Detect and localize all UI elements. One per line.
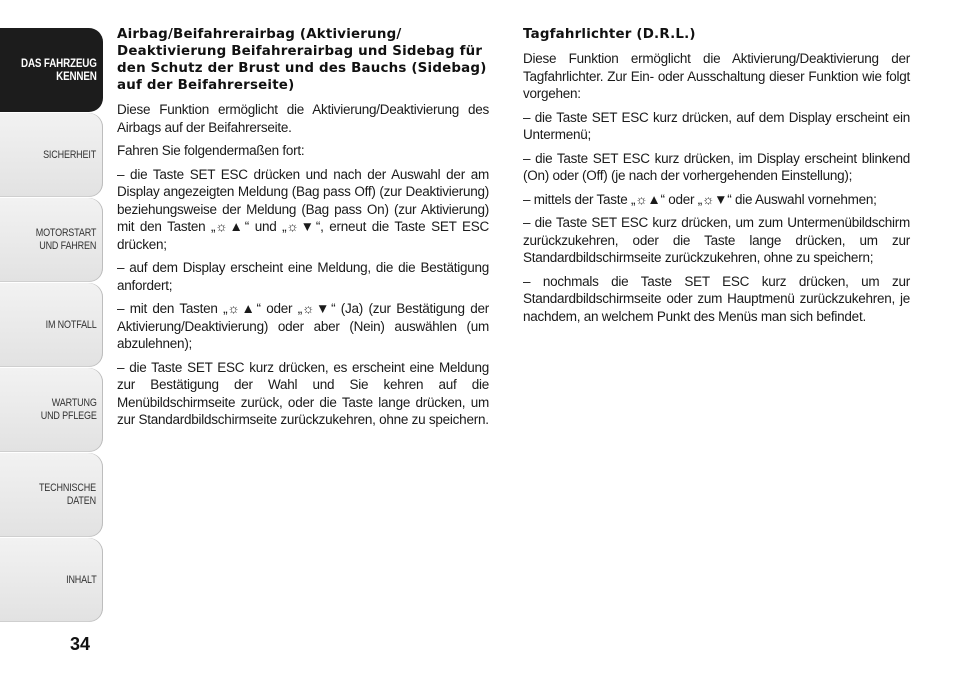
paragraph: – die Taste SET ESC kurz drücken, im Display erscheint blinkend (On) oder (Off) (je nach der vorhergehenden Einstellung); xyxy=(523,150,910,183)
paragraph: – die Taste SET ESC kurz drücken, auf dem Display erscheint ein Untermenü; xyxy=(523,109,910,142)
tab-das-fahrzeug-kennen[interactable] xyxy=(0,28,103,112)
page-number: 34 xyxy=(69,634,91,654)
paragraph: – die Taste SET ESC kurz drücken, um zum Untermenübildschirm zurückzukehren, oder die Taste lange drücken, um zur Standardbildschirmseite zurückzukehren, ohne zu speichern; xyxy=(523,215,910,265)
tab-motorstart-und-fahren[interactable] xyxy=(0,198,103,282)
tab-inhalt[interactable] xyxy=(0,538,103,622)
section-heading-tagfahrlichter: Tagfahrlichter (D.R.L.) xyxy=(523,27,696,42)
paragraph: – nochmals die Taste SET ESC kurz drücken, um zur Standardbildschirmseite oder zum Hauptmenü zurückzukehren, je nachdem, an welchem Punkt des Menüs man sich befindet. xyxy=(523,273,910,324)
tab-label: INHALT xyxy=(66,573,97,586)
tab-label: TECHNISCHE DATEN xyxy=(39,482,97,507)
tab-sicherheit[interactable] xyxy=(0,113,103,197)
paragraph: Fahren Sie folgendermaßen fort: xyxy=(117,143,305,158)
paragraph: – die Taste SET ESC drücken und nach der Auswahl der am Display angezeigten Meldung (Bag pass Off) (zur Deaktivierung) beziehungsweise der Meldung (Bag pass On) (zur Aktivierung) mit den Tasten „☼▲“ und „☼▼“, erneut die Taste SET ESC drücken; xyxy=(117,166,489,252)
paragraph: Diese Funktion ermöglicht die Aktivierung/Deaktivierung des Airbags auf der Beifahrerseite. xyxy=(117,102,489,135)
tab-label: SICHERHEIT xyxy=(43,148,97,161)
tab-label: IM NOTFALL xyxy=(45,318,97,331)
tab-im-notfall[interactable] xyxy=(0,283,103,367)
paragraph: – die Taste SET ESC kurz drücken, es erscheint eine Meldung zur Bestätigung der Wahl und Sie kehren auf die Menübildschirmseite zurück, oder die Taste lange drücken, um zur Standardbildschirmseite zurückzukehren, ohne zu speichern. xyxy=(117,359,489,427)
tab-label: DAS FAHRZEUG KENNEN xyxy=(20,56,97,83)
paragraph: – mittels der Taste „☼▲“ oder „☼▼“ die Auswahl vornehmen; xyxy=(523,191,877,207)
section-heading-airbag: Airbag/Beifahrerairbag (Aktivierung/ Deaktivierung Beifahrerairbag und Sidebag für den Schutz der Brust und des Bauchs (Sidebag) auf der Beifahrerseite) xyxy=(117,27,487,93)
left-column xyxy=(117,26,489,435)
tab-label: WARTUNG UND PFLEGE xyxy=(40,397,97,422)
paragraph: Diese Funktion ermöglicht die Aktivierung/Deaktivierung der Tagfahrlichter. Zur Ein- oder Ausschaltung dieser Funktion wie folgt vorgehen: xyxy=(523,51,910,101)
tab-label: MOTORSTART UND FAHREN xyxy=(35,227,97,252)
tab-technische-daten[interactable] xyxy=(0,453,103,537)
right-column xyxy=(523,26,910,331)
paragraph: – auf dem Display erscheint eine Meldung, die die Bestätigung anfordert; xyxy=(117,260,489,293)
paragraph: – mit den Tasten „☼▲“ oder „☼▼“ (Ja) (zur Bestätigung der Aktivierung/Deaktivierung) oder aber (Nein) auswählen (um abzulehnen); xyxy=(117,301,489,351)
chapter-sidebar xyxy=(0,28,103,623)
tab-wartung-und-pflege[interactable] xyxy=(0,368,103,452)
